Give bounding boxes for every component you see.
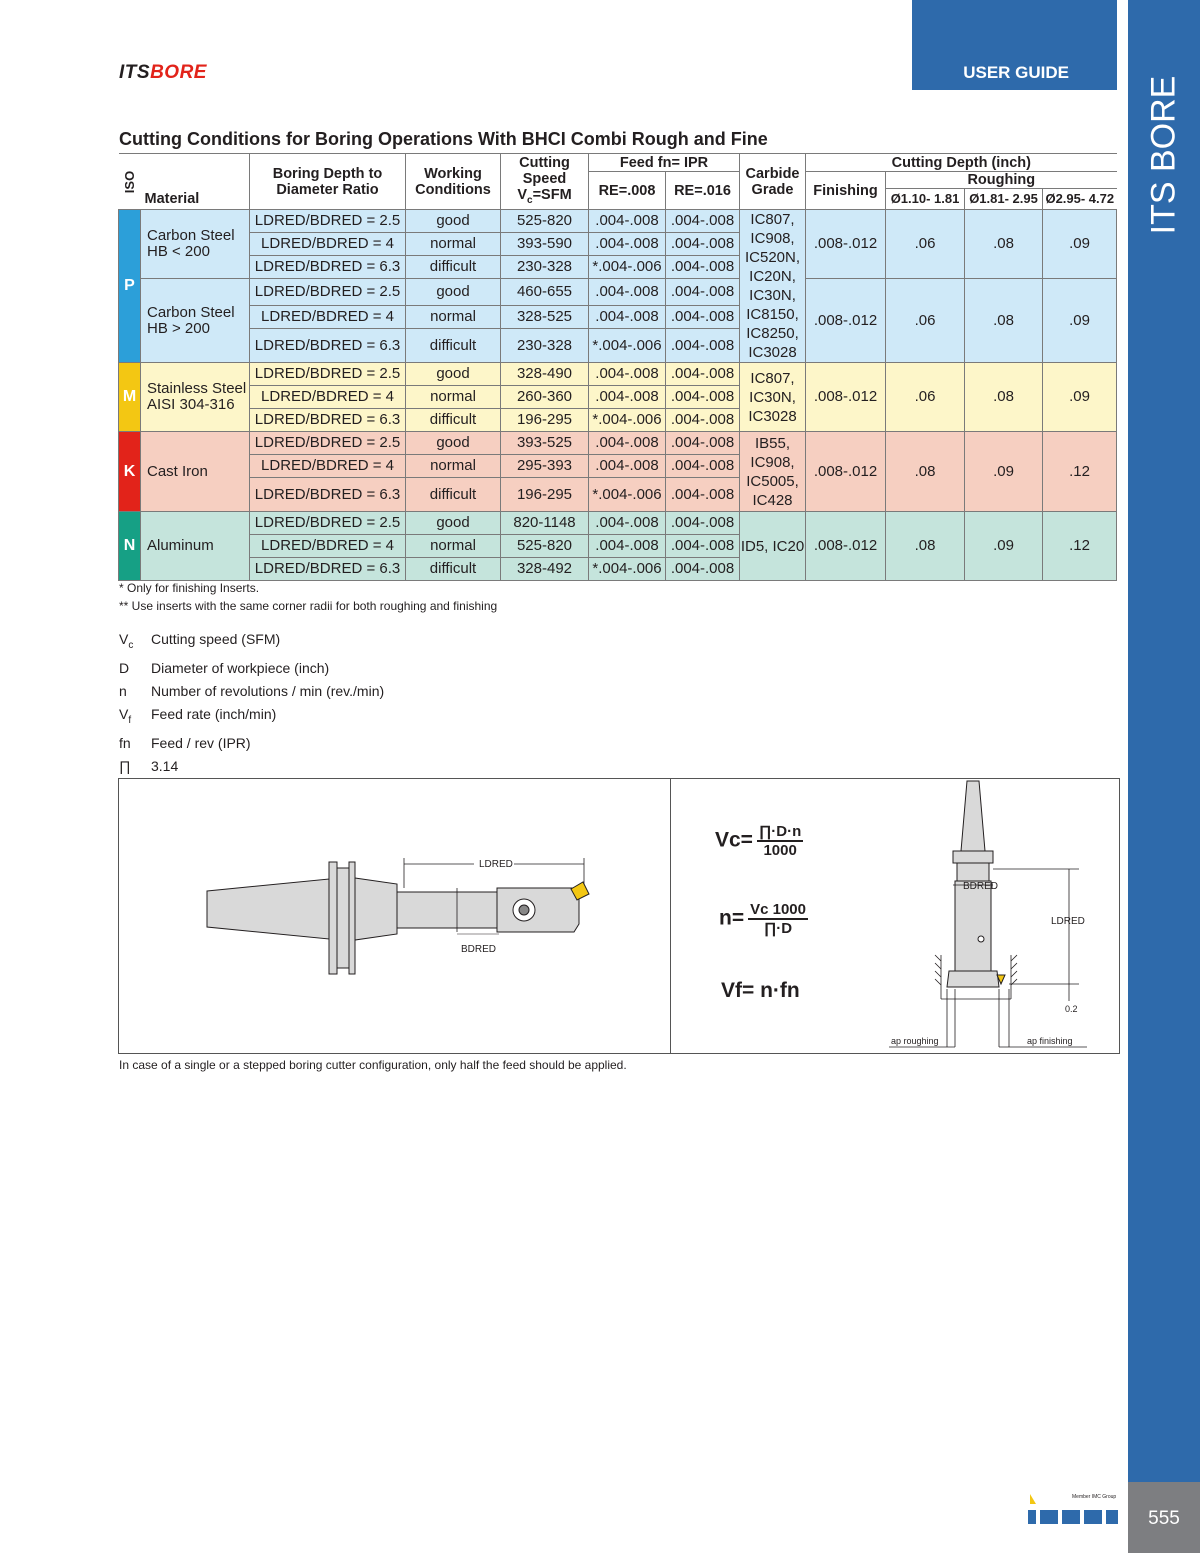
header-boring-depth: Boring Depth to Diameter Ratio <box>250 154 406 210</box>
grade-line: IC908, <box>750 230 795 247</box>
depth-ratio-cell: LDRED/BDRED = 2.5 <box>250 210 406 233</box>
roughing-d2-cell: .09 <box>965 512 1043 581</box>
footnote-1: * Only for finishing Inserts. <box>119 581 260 595</box>
legend-description: Feed / rev (IPR) <box>151 734 251 751</box>
feed-re008-cell: .004-.008 <box>589 535 666 558</box>
page-number: 555 <box>1148 1508 1180 1529</box>
feed-re008-cell: .004-.008 <box>589 432 666 455</box>
iscar-logo-icon <box>1026 1488 1122 1528</box>
working-condition-cell: normal <box>406 455 501 478</box>
feed-re008-cell: *.004-.006 <box>589 256 666 279</box>
ldred-label: LDRED <box>479 859 513 870</box>
symbol-legend <box>119 628 384 778</box>
brand-logo <box>119 62 207 84</box>
brand-part-1: ITS <box>119 62 151 83</box>
feed-re008-cell: .004-.008 <box>589 306 666 329</box>
roughing-d2-cell: .09 <box>965 432 1043 512</box>
grade-line: IB55, <box>755 434 791 452</box>
depth-ratio-cell: LDRED/BDRED = 4 <box>250 535 406 558</box>
working-condition-cell: good <box>406 210 501 233</box>
footnote-2: ** Use inserts with the same corner radii for both roughing and finishing <box>119 599 498 613</box>
legend-item <box>119 628 384 657</box>
cutting-speed-cell: 328-490 <box>501 363 589 386</box>
finishing-depth-cell: .008-.012 <box>806 512 886 581</box>
feed-re016-cell: .004-.008 <box>666 386 740 409</box>
cutting-speed-cell: 525-820 <box>501 535 589 558</box>
header-roughing: Roughing <box>886 172 1117 189</box>
depth-ratio-cell: LDRED/BDRED = 4 <box>250 306 406 329</box>
feed-re016-cell: .004-.008 <box>666 329 740 363</box>
formula-vc: Vc= $\frac{\prod\cdot D\cdot n}{1000}$ <box>715 823 802 859</box>
cutting-speed-cell: 393-590 <box>501 233 589 256</box>
grade-line: IC20N, <box>749 268 796 285</box>
finishing-depth-cell: .008-.012 <box>806 210 886 279</box>
grade-line: IC5005, <box>746 472 799 490</box>
feed-re008-cell: .004-.008 <box>589 233 666 256</box>
header-feed: Feed fn= IPR <box>589 154 740 172</box>
working-condition-cell: good <box>406 432 501 455</box>
cutting-speed-cell: 393-525 <box>501 432 589 455</box>
depth-ratio-cell: LDRED/BDRED = 6.3 <box>250 409 406 432</box>
cutting-speed-cell: 460-655 <box>501 279 589 306</box>
roughing-d1-cell: .08 <box>886 432 965 512</box>
legend-description: Feed rate (inch/min) <box>151 705 277 722</box>
carbide-grade-cell <box>740 512 806 581</box>
working-condition-cell: normal <box>406 233 501 256</box>
feed-re008-cell: .004-.008 <box>589 455 666 478</box>
bore-section-drawing <box>879 779 1109 1053</box>
figure-box <box>118 778 1120 1054</box>
feed-re008-cell: .004-.008 <box>589 512 666 535</box>
iso-group-cell: M <box>119 363 141 432</box>
feed-re016-cell: .004-.008 <box>666 455 740 478</box>
grade-line: IC3028 <box>748 344 797 361</box>
feed-re016-cell: .004-.008 <box>666 535 740 558</box>
feed-re016-cell: .004-.008 <box>666 256 740 279</box>
right-ldred-label: LDRED <box>1051 916 1085 927</box>
depth-ratio-cell: LDRED/BDRED = 2.5 <box>250 363 406 386</box>
cutting-speed-cell: 328-525 <box>501 306 589 329</box>
legend-item <box>119 657 384 680</box>
carbide-grade-cell <box>740 210 806 363</box>
material-name: Aluminum <box>147 537 214 554</box>
figure-divider <box>670 779 671 1053</box>
right-bdred-label: BDRED <box>963 881 999 892</box>
logo-text: iscar <box>1029 1508 1032 1509</box>
depth-ratio-cell: LDRED/BDRED = 4 <box>250 455 406 478</box>
material-hardness: HB < 200 <box>147 243 210 260</box>
header-d2: Ø1.81- 2.95 <box>965 189 1043 210</box>
depth-ratio-cell: LDRED/BDRED = 2.5 <box>250 432 406 455</box>
working-condition-cell: normal <box>406 306 501 329</box>
roughing-d3-cell: .12 <box>1043 512 1117 581</box>
formula-n: n= $\frac{Vc 1000}{\prod\cdot D}$ <box>719 901 806 937</box>
iso-group-cell: N <box>119 512 141 581</box>
cutting-conditions-table <box>118 153 1117 581</box>
roughing-d3-cell: .09 <box>1043 279 1117 363</box>
material-hardness: AISI 304-316 <box>147 396 235 413</box>
cutting-speed-cell: 196-295 <box>501 478 589 512</box>
legend-symbol: D <box>119 659 130 676</box>
header-re016: RE=.016 <box>666 172 740 210</box>
boring-tool-drawing <box>199 854 599 984</box>
feed-re016-cell: .004-.008 <box>666 558 740 581</box>
grade-line: IC8250, <box>746 325 799 342</box>
feed-re016-cell: .004-.008 <box>666 233 740 256</box>
clearance-label: 0.2 <box>1065 1004 1078 1014</box>
feed-re016-cell: .004-.008 <box>666 512 740 535</box>
material-name: Carbon Steel <box>147 303 235 321</box>
header-cutting-speed: Cutting Speed $V_c=SFM$ <box>501 154 589 210</box>
roughing-d3-cell: .09 <box>1043 363 1117 432</box>
working-condition-cell: normal <box>406 535 501 558</box>
user-guide-banner <box>912 0 1117 90</box>
legend-symbol: n <box>119 682 127 699</box>
iso-group-cell: P <box>119 210 141 363</box>
working-condition-cell: good <box>406 279 501 306</box>
header-iso: ISO <box>119 154 141 210</box>
roughing-d1-cell: .06 <box>886 279 965 363</box>
table-row <box>119 432 1117 455</box>
roughing-d2-cell: .08 <box>965 363 1043 432</box>
roughing-d1-cell: .08 <box>886 512 965 581</box>
grade-line: IC428 <box>752 491 793 509</box>
cutting-speed-cell: 196-295 <box>501 409 589 432</box>
table-row <box>119 512 1117 535</box>
material-cell <box>141 432 250 512</box>
depth-ratio-cell: LDRED/BDRED = 6.3 <box>250 558 406 581</box>
legend-description: 3.14 <box>151 757 179 774</box>
feed-re008-cell: .004-.008 <box>589 386 666 409</box>
grade-line: IC807, <box>750 211 795 228</box>
legend-symbol: ∏ <box>119 757 131 774</box>
feed-re016-cell: .004-.008 <box>666 432 740 455</box>
cutting-speed-cell: 525-820 <box>501 210 589 233</box>
roughing-d1-cell: .06 <box>886 363 965 432</box>
roughing-d3-cell: .09 <box>1043 210 1117 279</box>
material-name: Cast Iron <box>147 462 208 480</box>
depth-ratio-cell: LDRED/BDRED = 6.3 <box>250 256 406 279</box>
cutting-speed-cell: 260-360 <box>501 386 589 409</box>
roughing-d2-cell: .08 <box>965 210 1043 279</box>
feed-re008-cell: *.004-.006 <box>589 558 666 581</box>
figure-caption: In case of a single or a stepped boring cutter configuration, only half the feed should be applied. <box>119 1058 627 1072</box>
bdred-label: BDRED <box>461 944 497 955</box>
feed-re016-cell: .004-.008 <box>666 478 740 512</box>
roughing-d3-cell: .12 <box>1043 432 1117 512</box>
grade-line: IC807, <box>750 369 795 387</box>
legend-item <box>119 680 384 703</box>
legend-symbol: fn <box>119 734 131 751</box>
feed-re008-cell: .004-.008 <box>589 363 666 386</box>
feed-re016-cell: .004-.008 <box>666 306 740 329</box>
legend-symbol: $V_c$ <box>119 631 134 651</box>
roughing-d1-cell: .06 <box>886 210 965 279</box>
header-cutting-depth: Cutting Depth (inch) <box>806 154 1117 172</box>
legend-item <box>119 703 384 732</box>
material-cell <box>141 363 250 432</box>
depth-ratio-cell: LDRED/BDRED = 2.5 <box>250 512 406 535</box>
material-cell <box>141 210 250 279</box>
carbide-grade-cell <box>740 432 806 512</box>
finishing-depth-cell: .008-.012 <box>806 432 886 512</box>
section-title: Cutting Conditions for Boring Operations With BHCI Combi Rough and Fine <box>119 129 768 149</box>
working-condition-cell: difficult <box>406 558 501 581</box>
material-cell <box>141 512 250 581</box>
finishing-depth-cell: .008-.012 <box>806 279 886 363</box>
grade-line: IC3028 <box>748 407 797 425</box>
depth-ratio-cell: LDRED/BDRED = 4 <box>250 386 406 409</box>
table-row <box>119 210 1117 233</box>
grade-line: ID5, IC20 <box>740 537 805 555</box>
legend-symbol: $V_f$ <box>119 705 132 726</box>
depth-ratio-cell: LDRED/BDRED = 2.5 <box>250 279 406 306</box>
cutting-speed-cell: 328-492 <box>501 558 589 581</box>
material-hardness: HB > 200 <box>147 319 210 337</box>
table-row <box>119 363 1117 386</box>
finishing-depth-cell: .008-.012 <box>806 363 886 432</box>
working-condition-cell: good <box>406 363 501 386</box>
feed-re008-cell: *.004-.006 <box>589 329 666 363</box>
grade-line: IC908, <box>750 453 795 471</box>
header-re008: RE=.008 <box>589 172 666 210</box>
working-condition-cell: difficult <box>406 329 501 363</box>
header-working-conditions: Working Conditions <box>406 154 501 210</box>
feed-re016-cell: .004-.008 <box>666 363 740 386</box>
header-d1: Ø1.10- 1.81 <box>886 189 965 210</box>
sidebar-title: ITS BORE <box>1144 75 1183 235</box>
roughing-d2-cell: .08 <box>965 279 1043 363</box>
cutting-speed-cell: 820-1148 <box>501 512 589 535</box>
working-condition-cell: normal <box>406 386 501 409</box>
feed-re008-cell: *.004-.006 <box>589 409 666 432</box>
working-condition-cell: difficult <box>406 478 501 512</box>
brand-part-2: BORE <box>150 62 207 83</box>
legend-item <box>119 755 384 778</box>
grade-line: IC30N, <box>749 287 796 304</box>
feed-re008-cell: .004-.008 <box>589 210 666 233</box>
depth-ratio-cell: LDRED/BDRED = 6.3 <box>250 329 406 363</box>
material-name: Stainless Steel <box>147 380 247 397</box>
legend-description: Diameter of workpiece (inch) <box>151 659 330 676</box>
logo-member-text: Member IMC Group <box>1072 1494 1117 1500</box>
legend-description: Number of revolutions / min (rev./min) <box>151 682 385 699</box>
feed-re016-cell: .004-.008 <box>666 409 740 432</box>
legend-description: Cutting speed (SFM) <box>151 631 281 647</box>
feed-re016-cell: .004-.008 <box>666 210 740 233</box>
header-d3: Ø2.95- 4.72 <box>1043 189 1117 210</box>
working-condition-cell: good <box>406 512 501 535</box>
iso-group-cell: K <box>119 432 141 512</box>
grade-line: IC30N, <box>749 388 796 406</box>
page-number-box <box>1128 1482 1200 1553</box>
header-carbide-grade: Carbide Grade <box>740 154 806 210</box>
carbide-grade-cell <box>740 363 806 432</box>
material-name: Carbon Steel <box>147 227 235 244</box>
depth-ratio-cell: LDRED/BDRED = 4 <box>250 233 406 256</box>
header-finishing: Finishing <box>806 172 886 210</box>
table-row <box>119 279 1117 306</box>
ap-roughing-label: ap roughing <box>891 1036 939 1046</box>
user-guide-label: USER GUIDE <box>963 63 1069 82</box>
cutting-speed-cell: 230-328 <box>501 329 589 363</box>
ap-finishing-label: ap finishing <box>1027 1036 1073 1046</box>
feed-re008-cell: .004-.008 <box>589 279 666 306</box>
grade-line: IC8150, <box>746 306 799 323</box>
table-body <box>119 210 1117 581</box>
feed-re016-cell: .004-.008 <box>666 279 740 306</box>
header-material: Material <box>141 154 250 210</box>
formula-vf: Vf= n·fn <box>721 979 800 1002</box>
depth-ratio-cell: LDRED/BDRED = 6.3 <box>250 478 406 512</box>
feed-re008-cell: *.004-.006 <box>589 478 666 512</box>
sidebar <box>1128 0 1200 1553</box>
working-condition-cell: difficult <box>406 256 501 279</box>
working-condition-cell: difficult <box>406 409 501 432</box>
legend-item <box>119 732 384 755</box>
grade-line: IC520N, <box>745 249 801 266</box>
cutting-speed-cell: 230-328 <box>501 256 589 279</box>
cutting-speed-cell: 295-393 <box>501 455 589 478</box>
material-cell <box>141 279 250 363</box>
